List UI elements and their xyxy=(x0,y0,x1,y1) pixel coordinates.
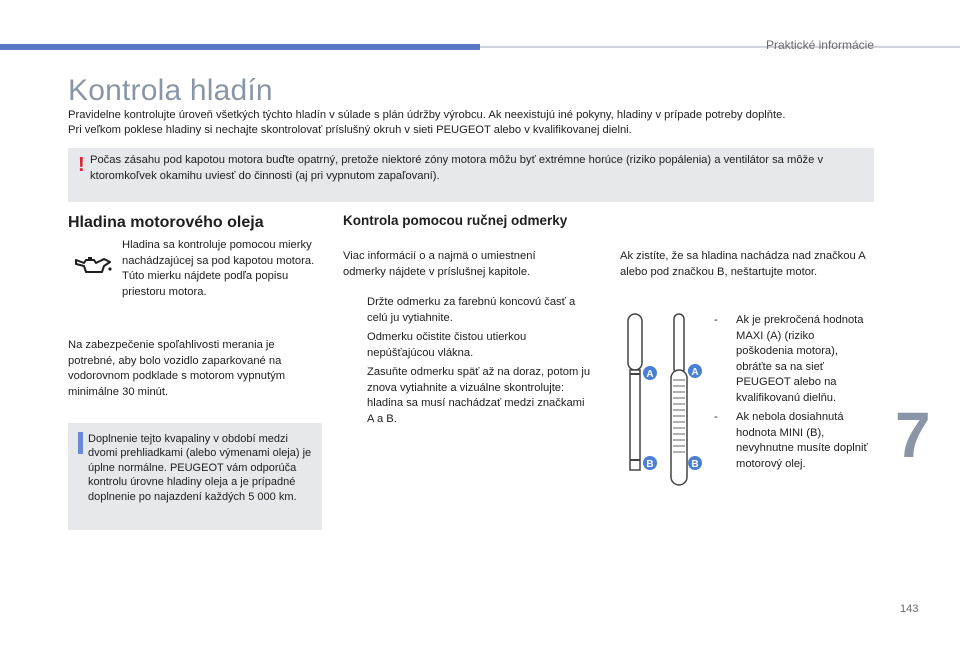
section-title: Praktické informácie xyxy=(765,38,874,52)
dipstick-steps xyxy=(343,295,593,431)
info-icon xyxy=(78,432,83,454)
level-conditions xyxy=(714,313,874,476)
list-item: Odmerku očistite čistou utierkou nepúšťajúcou vlákna. xyxy=(367,331,527,359)
warning-icon: ! xyxy=(78,154,85,176)
header-accent-bar xyxy=(0,44,480,50)
list-item: Zasuňte odmerku späť až na doraz, potom ju znova vytiahnite a vizuálne skontrolujte: hladina sa musí nachádzať medzi značkami A a B. xyxy=(367,366,591,425)
dash-icon: - xyxy=(714,314,718,326)
oil-parking-text: Na zabezpečenie spoľahlivosti merania je potrebné, aby bolo vozidlo zaparkované na vodorovnom podklade s motorom vypnutým minimálne 30 minút. xyxy=(68,339,286,398)
intro-text xyxy=(68,108,888,138)
marker-b-label: B xyxy=(691,459,699,470)
intro-line-2: Pri veľkom poklese hladiny si nechajte skontrolovať príslušný okruh v sieti PEUGEOT alebo v kvalifikovanej dielni. xyxy=(68,124,632,136)
warning-condition-text: Ak zistíte, že sa hladina nachádza nad značkou A alebo pod značkou B, neštartujte motor. xyxy=(620,250,866,278)
warning-text: Počas zásahu pod kapotou motora buďte opatrný, pretože niektoré zóny motora môžu byť extrémne horúce (riziko popálenia) a ventilátor sa môže v ktoromkoľvek okamihu uviesť do činnosti (aj pri vypnutom zapaľovaní). xyxy=(90,154,824,182)
list-item: - Ak nebola dosiahnutá hodnota MINI (B), nevyhnutne musíte doplniť motorový olej. xyxy=(714,411,868,470)
list-item: Držte odmerku za farebnú koncovú časť a celú ju vytiahnite. xyxy=(367,296,576,324)
info-text: Doplnenie tejto kvapaliny v období medzi dvomi prehliadkami (alebo výmenami oleja) je úplne normálne. PEUGEOT vám odporúča kontrolu úrovne hladiny oleja a je prípadné doplnenie po najazdení každých 5 000 km. xyxy=(88,433,312,503)
marker-a-label: A xyxy=(646,369,654,380)
dash-icon: - xyxy=(714,411,718,423)
dipstick-intro: Viac informácií o a najmä o umiestnení odmerky nájdete v príslušnej kapitole. xyxy=(343,250,536,278)
marker-b-label: B xyxy=(646,459,654,470)
chapter-number: 7 xyxy=(895,399,931,471)
header-divider xyxy=(480,46,960,48)
page-title: Kontrola hladín xyxy=(68,74,273,107)
page-number: 143 xyxy=(900,603,919,615)
dipstick-illustration xyxy=(618,310,713,495)
oil-level-heading: Hladina motorového oleja xyxy=(68,214,264,231)
intro-line-1: Pravidelne kontrolujte úroveň všetkých týchto hladín v súlade s plán údržby výrobcu. Ak neexistujú iné pokyny, hladiny v prípade potreby doplňte. xyxy=(68,109,786,121)
marker-a-label: A xyxy=(691,367,699,378)
oil-can-icon xyxy=(74,254,112,276)
oil-icon-text: Hladina sa kontroluje pomocou mierky nachádzajúcej sa pod kapotou motora. Túto mierku nájdete podľa popisu priestoru motora. xyxy=(122,239,315,298)
dipstick-heading: Kontrola pomocou ručnej odmerky xyxy=(343,213,568,228)
list-item: - Ak je prekročená hodnota MAXI (A) (riziko poškodenia motora), obráťte sa na sieť PEUGEOT alebo na kvalifikovanú dielňu. xyxy=(714,314,864,404)
